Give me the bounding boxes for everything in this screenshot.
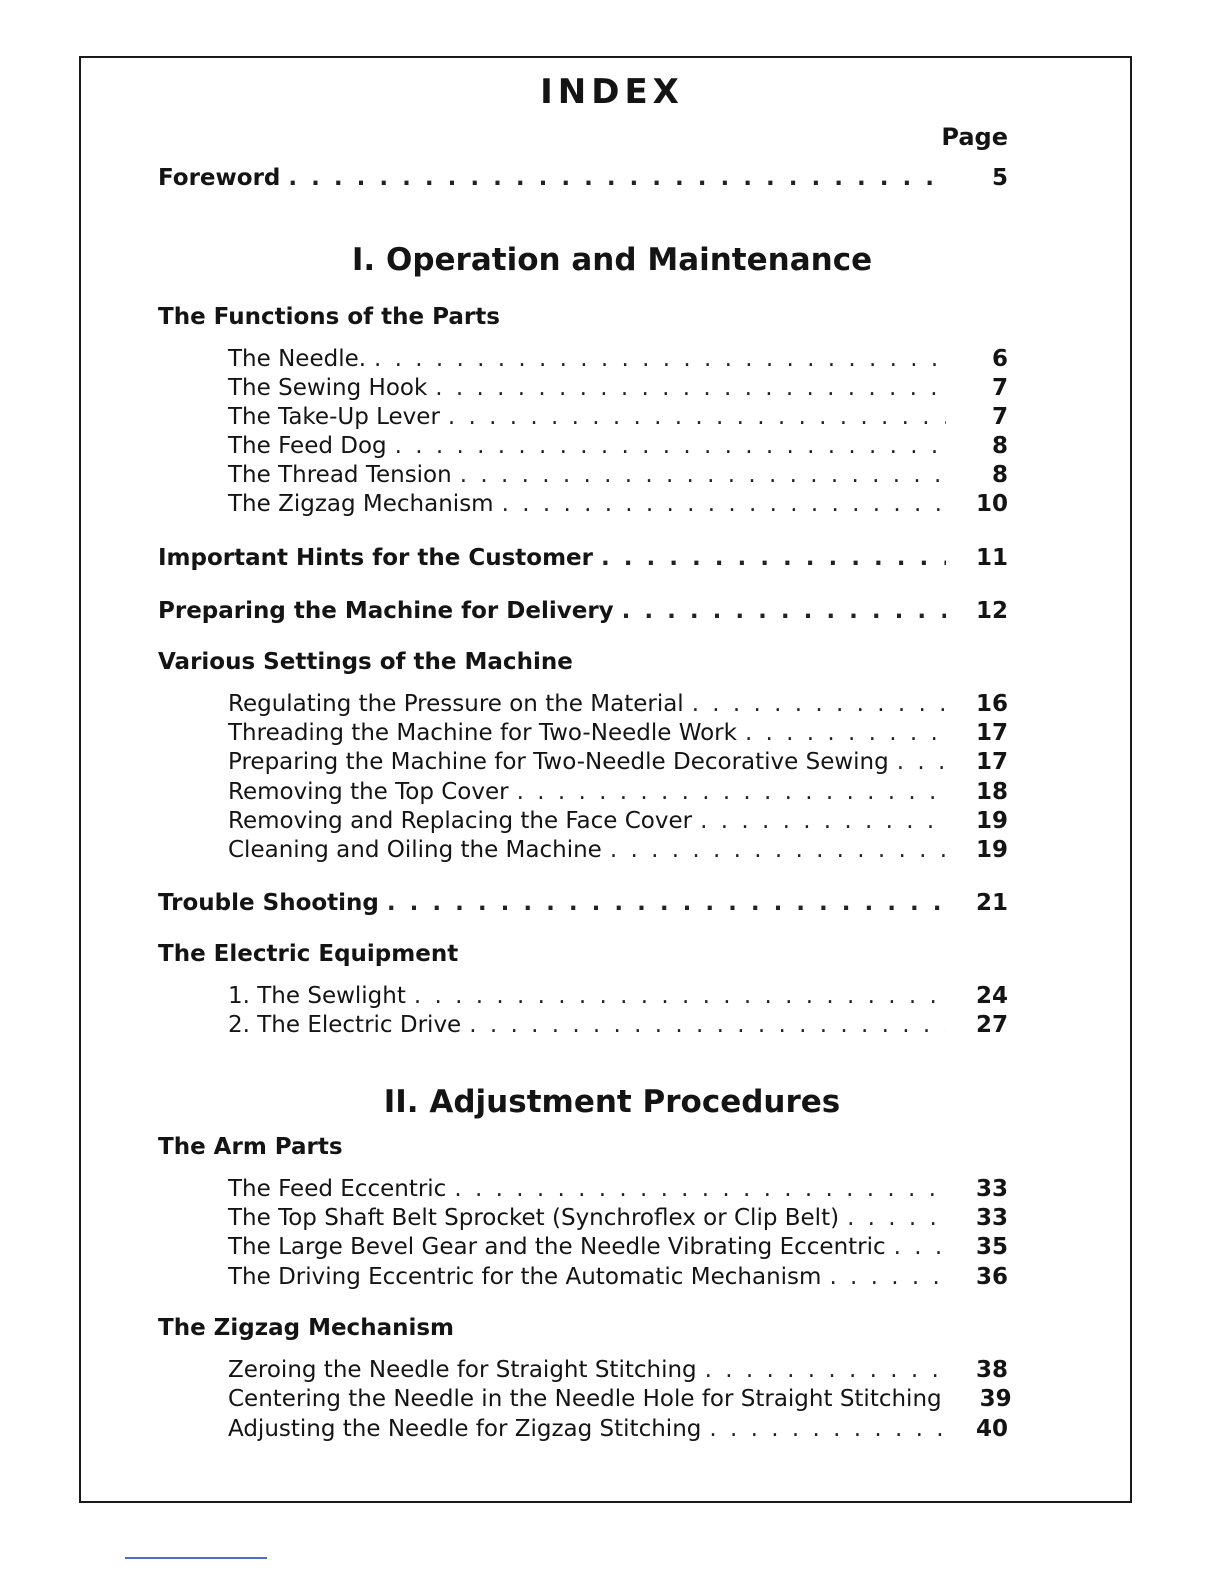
toc-entry-page: 40 [975,1416,1008,1442]
toc-entry[interactable] [228,777,1008,807]
toc-entry-page: 36 [975,1264,1008,1290]
toc-entry-page: 7 [991,375,1008,401]
toc-entry-label: Removing the Top Cover [228,779,509,805]
toc-entry-page: 7 [991,404,1008,430]
toc-entry-label: The Feed Dog [228,433,387,459]
toc-entry-trouble[interactable] [158,888,1008,918]
toc-entry-page: 24 [975,983,1008,1009]
toc-entry-label: Trouble Shooting [158,890,379,916]
toc-entry-page: 16 [975,691,1008,717]
toc-entry[interactable] [228,373,1008,403]
toc-entry-hints[interactable] [158,543,1008,573]
toc-entry-page: 11 [975,545,1008,571]
toc-entry-label: Adjusting the Needle for Zigzag Stitching [228,1416,702,1442]
dot-leader [610,835,946,865]
dot-leader [601,543,946,573]
index-title: INDEX [540,72,684,112]
toc-entry-label: Preparing the Machine for Delivery [158,598,614,624]
dot-leader [288,163,946,193]
dot-leader [894,1232,946,1262]
toc-entry[interactable] [228,431,1008,461]
toc-entry[interactable] [228,1203,1008,1233]
toc-entry-label: Zeroing the Needle for Straight Stitching [228,1357,697,1383]
dot-leader [622,596,946,626]
dot-leader [709,1414,946,1444]
toc-entry-page: 21 [975,890,1008,916]
toc-entry-foreword[interactable] [158,163,1008,193]
dot-leader [395,431,946,461]
dot-leader [374,344,946,374]
toc-entry-label: Threading the Machine for Two-Needle Work [228,720,737,746]
toc-entry-label: The Top Shaft Belt Sprocket (Synchroflex or Clip Belt) [228,1205,840,1231]
toc-entry-label: Regulating the Pressure on the Material [228,691,684,717]
dot-leader [829,1262,946,1292]
dot-leader [692,689,946,719]
toc-entry-page: 8 [991,433,1008,459]
toc-entry-label: The Take-Up Lever [228,404,440,430]
dot-leader [745,718,946,748]
dot-leader [435,373,946,403]
toc-entry-label: The Thread Tension [228,462,452,488]
toc-entry-page: 6 [991,346,1008,372]
toc-entry-page: 8 [991,462,1008,488]
toc-entry-page: 19 [975,837,1008,863]
toc-entry-page: 18 [975,779,1008,805]
dot-leader [414,981,946,1011]
toc-entry[interactable] [228,1355,1008,1385]
group-heading-functions: The Functions of the Parts [158,304,500,330]
group-heading-electric: The Electric Equipment [158,941,459,967]
toc-entry[interactable] [228,402,1008,432]
toc-entry[interactable] [228,1384,1012,1414]
dot-leader [897,747,946,777]
toc-entry-label: The Large Bevel Gear and the Needle Vibrating Eccentric [228,1234,886,1260]
toc-entry-page: 33 [975,1205,1008,1231]
toc-entry-label: The Driving Eccentric for the Automatic Mechanism [228,1264,822,1290]
toc-entry[interactable] [228,806,1008,836]
toc-entry-page: 19 [975,808,1008,834]
toc-entry[interactable] [228,489,1008,519]
toc-entry[interactable] [228,1010,1008,1040]
toc-entry-page: 10 [975,491,1008,517]
toc-entry-delivery[interactable] [158,596,1008,626]
toc-entry-label: Preparing the Machine for Two-Needle Decorative Sewing [228,749,889,775]
dot-leader [705,1355,946,1385]
toc-entry-label: The Zigzag Mechanism [228,491,494,517]
toc-entry[interactable] [228,1174,1008,1204]
toc-entry-page: 5 [991,165,1008,191]
toc-entry-label: Centering the Needle in the Needle Hole for Straight Stitching [228,1386,942,1412]
group-heading-settings: Various Settings of the Machine [158,649,573,675]
toc-entry-page: 17 [975,720,1008,746]
toc-entry[interactable] [228,835,1008,865]
toc-entry[interactable] [228,981,1008,1011]
toc-entry-label: Important Hints for the Customer [158,545,594,571]
dot-leader [460,460,946,490]
toc-entry[interactable] [228,460,1008,490]
dot-leader [454,1174,946,1204]
toc-entry-page: 12 [975,598,1008,624]
dot-leader [502,489,946,519]
dot-leader [448,402,946,432]
toc-entry-label: 1. The Sewlight [228,983,406,1009]
toc-entry-label: Removing and Replacing the Face Cover [228,808,693,834]
section-title-operation: I. Operation and Maintenance [351,242,873,278]
dot-leader [517,777,946,807]
page-column-label: Page [941,123,1008,151]
toc-entry-label: Cleaning and Oiling the Machine [228,837,602,863]
toc-entry-label: The Feed Eccentric [228,1176,447,1202]
group-heading-arm: The Arm Parts [158,1134,343,1160]
footer-underline [125,1557,267,1559]
dot-leader [847,1203,946,1233]
toc-entry[interactable] [228,344,1008,374]
toc-entry[interactable] [228,1232,1008,1262]
toc-entry-label: The Needle. [228,346,367,372]
dot-leader [387,888,946,918]
toc-entry[interactable] [228,747,1008,777]
toc-entry-page: 35 [975,1234,1008,1260]
toc-entry-page: 27 [975,1012,1008,1038]
toc-entry[interactable] [228,689,1008,719]
toc-entry-page: 17 [975,749,1008,775]
dot-leader [469,1010,946,1040]
toc-entry-page: 33 [975,1176,1008,1202]
toc-entry-page: 39 [979,1386,1012,1412]
group-heading-zigzag: The Zigzag Mechanism [158,1315,455,1341]
section-title-adjustment: II. Adjustment Procedures [383,1084,841,1120]
toc-entry-label: The Sewing Hook [228,375,428,401]
toc-entry-page: 38 [975,1357,1008,1383]
toc-entry[interactable] [228,1414,1008,1444]
toc-entry-label: Foreword [158,165,281,191]
toc-entry[interactable] [228,1262,1008,1292]
dot-leader [700,806,946,836]
toc-entry[interactable] [228,718,1008,748]
toc-entry-label: 2. The Electric Drive [228,1012,462,1038]
